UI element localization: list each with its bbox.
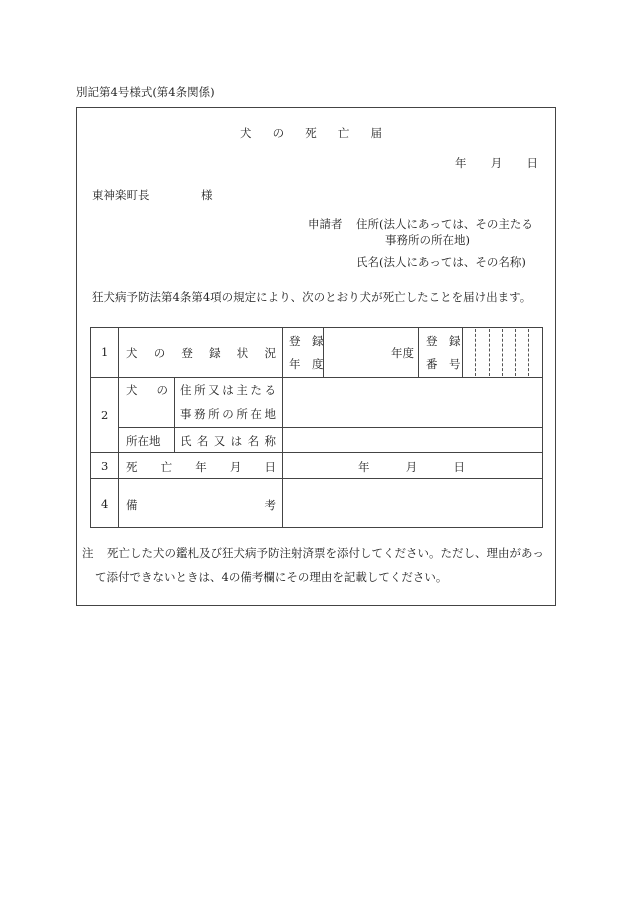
label-char: 考 (264, 498, 276, 512)
label-char: 状 (236, 346, 249, 360)
label-char: の (222, 407, 234, 421)
date-char: 年 (358, 460, 370, 474)
label-char: 犬 (126, 383, 138, 397)
label-char: 又 (213, 434, 226, 448)
registration-number-label: 登 録 (426, 334, 461, 348)
address-label (180, 382, 276, 398)
registration-year-label: 登 録 (289, 334, 324, 348)
label-char: 亡 (160, 460, 173, 474)
label-char: 事 (180, 407, 192, 421)
label-char: 名 (247, 434, 260, 448)
office-location-label (180, 406, 276, 422)
addressee: 東神楽町長 (92, 188, 150, 202)
applicant-address-label-cont: 事務所の所在地) (385, 233, 470, 247)
label-char: 在 (250, 407, 262, 421)
note-text-cont: て添付できないときは、4の備考欄にその理由を記載してください。 (95, 570, 448, 584)
label-char: の (156, 383, 168, 397)
note-marker: 注 (82, 546, 94, 560)
label-char: は (230, 434, 243, 448)
label-char: 住 (180, 383, 192, 397)
name-label (180, 433, 276, 449)
label-char: 主 (236, 383, 248, 397)
label-char: 又 (208, 383, 220, 397)
label-char: 録 (209, 346, 221, 360)
note-text: 死亡した犬の鑑札及び狂犬病予防注射済票を添付してください。ただし、理由があっ (107, 546, 544, 560)
label-char: 犬 (126, 346, 138, 360)
remarks-field[interactable] (283, 479, 542, 527)
registration-year-label-cont: 年 度 (289, 357, 324, 371)
title-char: 死 (305, 126, 317, 140)
dog-location-label (126, 382, 168, 398)
label-char: の (153, 346, 166, 360)
date-day-char: 日 (526, 156, 538, 170)
label-char: 所 (236, 407, 248, 421)
dog-registration-status-label (126, 345, 276, 361)
label-char: る (264, 383, 276, 397)
label-char: 務 (194, 407, 206, 421)
label-char: は (222, 383, 234, 397)
registration-number-field[interactable] (463, 328, 542, 377)
death-date-field[interactable] (358, 459, 465, 475)
label-char: 年 (195, 460, 207, 474)
registration-number-label-cont: 番 号 (426, 357, 461, 371)
label-char: 氏 (180, 434, 192, 448)
owner-address-field[interactable] (283, 378, 542, 427)
date-char: 月 (405, 460, 418, 474)
form-title (240, 125, 382, 141)
owner-name-field[interactable] (283, 428, 542, 452)
date-year-char: 年 (455, 156, 467, 170)
honorific: 様 (201, 188, 213, 202)
label-char: 地 (264, 407, 276, 421)
location-label: 所在地 (126, 434, 161, 448)
registration-year-field[interactable] (324, 328, 418, 377)
title-char: 犬 (240, 126, 252, 140)
registration-year-unit: 年度 (391, 346, 414, 360)
title-char: 亡 (337, 126, 350, 140)
remarks-label (126, 497, 276, 513)
form-number-label: 別記第4号様式(第4条関係) (76, 85, 215, 99)
label-char: 名 (196, 434, 209, 448)
submission-date-line (455, 155, 538, 171)
label-char: た (250, 383, 262, 397)
applicant-address-label: 住所(法人にあっては、その主たる (356, 217, 533, 231)
row-number: 1 (101, 345, 109, 359)
label-char: 月 (229, 460, 242, 474)
title-char: の (272, 126, 285, 140)
applicant-name-label: 氏名(法人にあっては、その名称) (356, 255, 526, 269)
label-char: 日 (264, 460, 276, 474)
label-char: 所 (208, 407, 220, 421)
label-char: 備 (126, 498, 138, 512)
date-month-char: 月 (490, 156, 503, 170)
row-number: 3 (101, 459, 109, 473)
statement-text: 狂犬病予防法第4条第4項の規定により、次のとおり犬が死亡したことを届け出ます。 (92, 290, 532, 304)
applicant-label: 申請者 (308, 217, 343, 231)
label-char: 所 (194, 383, 206, 397)
label-char: 登 (181, 346, 193, 360)
row-number: 4 (101, 497, 109, 511)
label-char: 死 (126, 460, 138, 474)
date-char: 日 (453, 460, 465, 474)
death-date-label (126, 459, 276, 475)
row-number: 2 (101, 408, 109, 422)
title-char: 届 (370, 126, 382, 140)
label-char: 称 (264, 434, 276, 448)
label-char: 況 (264, 346, 276, 360)
